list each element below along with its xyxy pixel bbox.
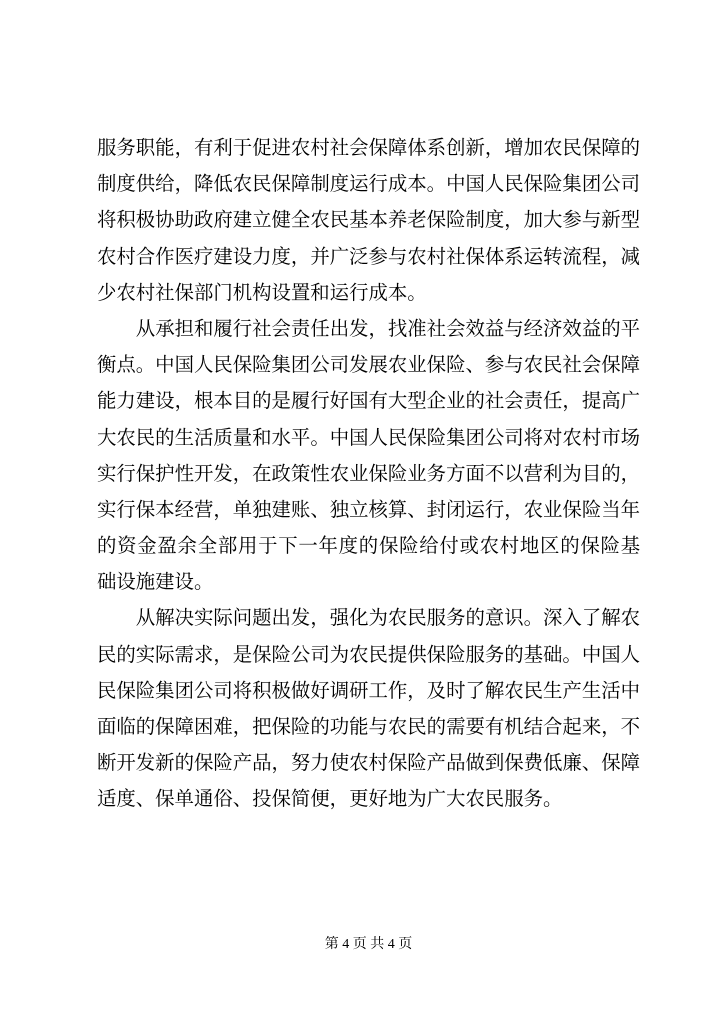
paragraph-line: 衡点。中国人民保险集团公司发展农业保险、参与农民社会保障 xyxy=(97,353,640,377)
paragraph-line: 础设施建设。 xyxy=(97,570,214,594)
paragraph xyxy=(97,600,640,817)
paragraph-line: 将积极协助政府建立健全农民基本养老保险制度，加大参与新型 xyxy=(97,208,640,232)
paragraph-line: 大农民的生活质量和水平。中国人民保险集团公司将对农村市场 xyxy=(97,425,640,449)
page-footer-page-indicator: 第 4 页 共 4 页 xyxy=(324,937,413,952)
document-body xyxy=(97,130,640,818)
paragraph-line: 从承担和履行社会责任出发，找准社会效益与经济效益的平 xyxy=(135,316,640,340)
paragraph-line: 制度供给，降低农民保障制度运行成本。中国人民保险集团公司 xyxy=(97,172,640,196)
paragraph-line: 从解决实际问题出发，强化为农民服务的意识。深入了解农 xyxy=(135,606,640,630)
paragraph-line: 能力建设，根本目的是履行好国有大型企业的社会责任，提高广 xyxy=(97,389,640,413)
paragraph-line: 的资金盈余全部用于下一年度的保险给付或农村地区的保险基 xyxy=(97,534,640,558)
paragraph xyxy=(97,311,640,601)
paragraph-line: 断开发新的保险产品，努力使农村保险产品做到保费低廉、保障 xyxy=(97,751,640,775)
paragraph-line: 农村合作医疗建设力度，并广泛参与农村社保体系运转流程，减 xyxy=(97,244,640,268)
paragraph-line: 实行保本经营，单独建账、独立核算、封闭运行，农业保险当年 xyxy=(97,497,640,521)
paragraph-line: 民的实际需求，是保险公司为农民提供保险服务的基础。中国人 xyxy=(97,642,640,666)
paragraph-line: 实行保护性开发，在政策性农业保险业务方面不以营利为目的， xyxy=(97,461,640,485)
paragraph-line: 少农村社保部门机构设置和运行成本。 xyxy=(97,280,427,304)
paragraph-line: 面临的保障困难，把保险的功能与农民的需要有机结合起来，不 xyxy=(97,715,640,738)
paragraph-line: 民保险集团公司将积极做好调研工作，及时了解农民生产生活中 xyxy=(97,678,640,702)
paragraph-line: 服务职能，有利于促进农村社会保障体系创新，增加农民保障的 xyxy=(97,136,640,159)
paragraph xyxy=(97,130,640,311)
paragraph-line: 适度、保单通俗、投保简便，更好地为广大农民服务。 xyxy=(97,787,563,811)
